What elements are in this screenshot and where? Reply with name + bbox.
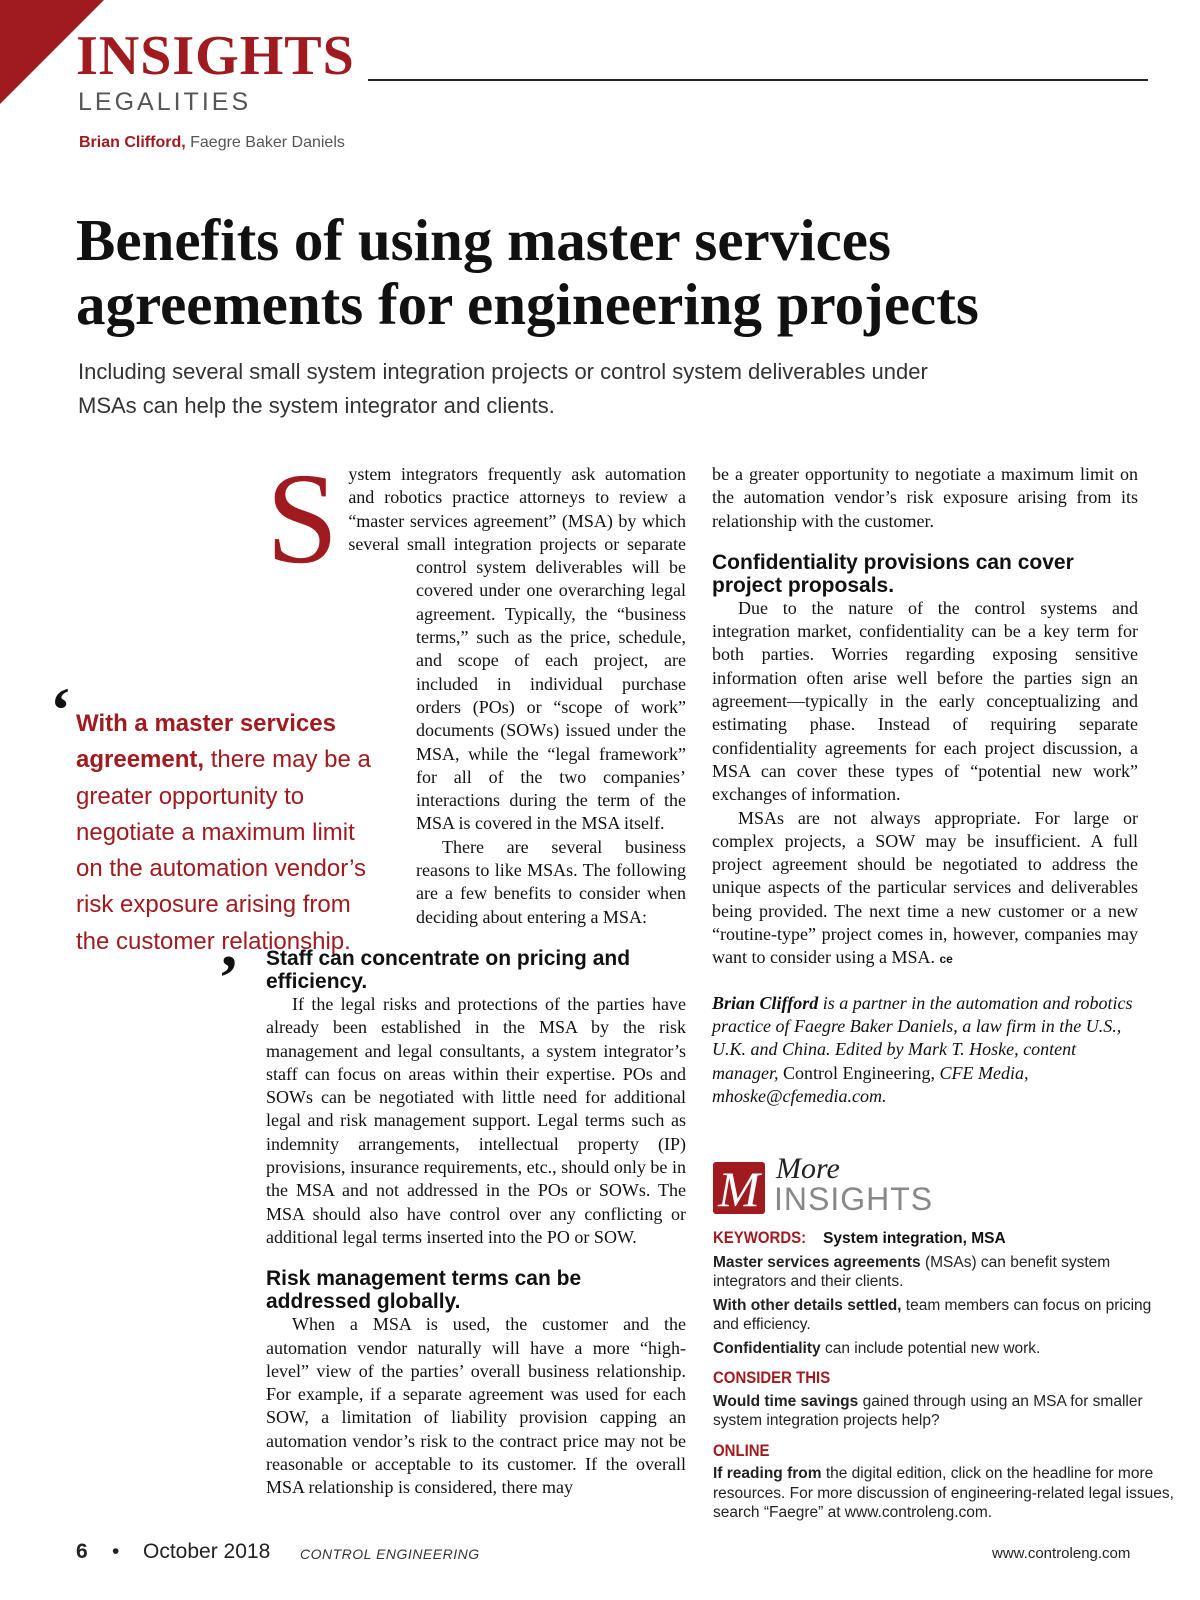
paragraph: If the legal risks and protections of the parties have already been established in the MSA by the risk management and legal consultants, a system integrator’s staff can focus on areas within their expertise. POs and SOWs can be negotiated with little need for additional legal and risk management support. Legal terms such as indemnity arrangements, intellectual property (IP) provisions, insurance requirements, etc., should only be in the MSA and not addressed in the POs or SOWs. The MSA should also have control over any conflicting or additional legal terms inserted into the PO or SOW.: [266, 993, 686, 1247]
online-text: the digital edition, click on the headline for more resources. For more discussion of engineering-related legal issues, search “Faegre” at www.controleng.com.: [713, 1465, 1174, 1521]
insight-item-text: can include potential new work.: [820, 1339, 1041, 1357]
section-title: INSIGHTS: [76, 25, 355, 87]
article-column-2: [712, 463, 1138, 1108]
pullquote-text: there may be a greater opportunity to negotiate a maximum limit on the automation vendor’s risk exposure arising from the customer relationship.: [76, 746, 371, 955]
insight-item-bold: Confidentiality: [713, 1339, 821, 1357]
paragraph: There are several business reasons to like MSAs. The following are a few benefits to consider when deciding about entering a MSA:: [416, 836, 686, 927]
bio-text: is a partner in the automation and robotics practice of Faegre Baker Daniels, a law firm in the U.S., U.K. and China. Edited by Mark T. Hoske, content manager,: [712, 992, 1133, 1083]
pullquote-bold: With a master services agreement,: [76, 710, 336, 774]
keywords-label: KEYWORDS:: [713, 1228, 807, 1247]
bio-publication: Control Engineering,: [783, 1062, 935, 1083]
insight-item-text: (MSAs) can benefit system integrators and their clients.: [713, 1253, 1111, 1290]
consider-text: gained through using an MSA for smaller system integration projects help?: [713, 1392, 1143, 1429]
insight-item: [713, 1296, 1178, 1335]
author-bio: [712, 992, 1138, 1108]
article-headline[interactable]: Benefits of using master services agreements for engineering projects: [76, 207, 979, 337]
insight-item: [713, 1253, 1178, 1292]
pull-quote: [76, 706, 386, 960]
bio-text-2: CFE Media, mhoske@cfemedia.com.: [712, 1062, 1029, 1106]
header-rule: [368, 79, 1148, 81]
insight-item-text: team members can focus on pricing and efficiency.: [713, 1296, 1152, 1333]
paragraph: Due to the nature of the control systems and integration market, confidentiality can be a key term for both parties. Worries regarding exposing sensitive information often arise well before the parties sign an agreement—typically in the early conceptualizing and estimating phase. Instead of requiring separate confidentiality agreements for each project discussion, a MSA can cover these types of “potential new work” exchanges of information.: [712, 597, 1138, 805]
keywords: [713, 1228, 1178, 1249]
issue-date: October 2018: [143, 1540, 271, 1563]
byline-affiliation: Faegre Baker Daniels: [190, 134, 345, 151]
bio-name: Brian Clifford: [712, 992, 819, 1013]
page-number: 6: [76, 1540, 88, 1563]
magazine-name: CONTROL ENGINEERING: [300, 1546, 480, 1562]
subhead: Staff can concentrate on pricing and efficiency.: [266, 946, 631, 993]
subhead: Confidentiality provisions can cover project proposals.: [712, 550, 1074, 597]
more-insights-more: More: [776, 1152, 840, 1185]
insight-item-bold: Master services agreements: [713, 1253, 921, 1271]
end-mark: ce: [939, 952, 953, 967]
quote-open-icon: ‘: [50, 674, 72, 745]
article-column-1: [266, 447, 686, 1500]
online-heading: [713, 1441, 1178, 1462]
consider-label: CONSIDER THIS: [713, 1368, 831, 1387]
online-label: ONLINE: [713, 1440, 770, 1460]
consider-item: [713, 1392, 1178, 1431]
paragraph: be a greater opportunity to negotiate a maximum limit on the automation vendor’s risk exposure arising from its relationship with the customer.: [712, 464, 1138, 531]
consider-heading: [713, 1368, 1178, 1389]
online-bold: If reading from: [713, 1465, 822, 1482]
more-insights-title: INSIGHTS: [774, 1181, 934, 1217]
online-item[interactable]: [713, 1464, 1178, 1523]
keywords-value: System integration, MSA: [818, 1230, 1006, 1247]
insight-item: [713, 1339, 1178, 1359]
section-subtitle: LEGALITIES: [78, 88, 252, 116]
subhead: Risk management terms can be addressed globally.: [266, 1267, 582, 1314]
footer-bullet: •: [112, 1540, 120, 1563]
drop-cap: S: [266, 447, 339, 591]
intro-text: ystem integrators frequently ask automation and robotics practice attorneys to review a “master services agreement” (MSA) by which several small integration projects or separate control system deliverables will be covered under one overarching legal agreement. Typically, the “business terms,” such as the price, schedule, and scope of each project, are included in individual purchase orders (POs) or “scope of work” documents (SOWs) issued under the MSA, while the “legal framework” for all of the two companies’ interactions during the term of the MSA is covered in the MSA itself.: [348, 464, 686, 834]
more-insights-logo-letter: M: [718, 1161, 760, 1217]
insight-item-bold: With other details settled,: [713, 1296, 902, 1314]
more-insights-sidebar: [713, 1228, 1178, 1527]
quote-close-icon: ’: [218, 942, 240, 1013]
article-deck: Including several small system integration projects or control system deliverables under MSAs can help the system integrator and clients.: [78, 359, 928, 418]
consider-bold: Would time savings: [713, 1392, 859, 1410]
paragraph: When a MSA is used, the customer and the automation vendor naturally will have a more “high-level” view of the parties’ overall business relationship. For example, if a separate agreement was used for each SOW, a limitation of liability provision capping an automation vendor’s risk to the contract price may not be reasonable or acceptable to its customer. If the overall MSA relationship is considered, there may: [266, 1314, 686, 1498]
paragraph: [712, 807, 1138, 972]
paragraph-text: MSAs are not always appropriate. For large or complex projects, a SOW may be insufficient. A full project agreement should be negotiated to address the unique aspects of the particular services and deliverables being provided. The next time a new customer or a new “routine-type” project comes in, however, companies may want to consider using a MSA.: [712, 807, 1138, 968]
footer-url[interactable]: www.controleng.com: [992, 1545, 1131, 1562]
byline: [79, 134, 345, 152]
byline-author: Brian Clifford,: [79, 134, 186, 151]
